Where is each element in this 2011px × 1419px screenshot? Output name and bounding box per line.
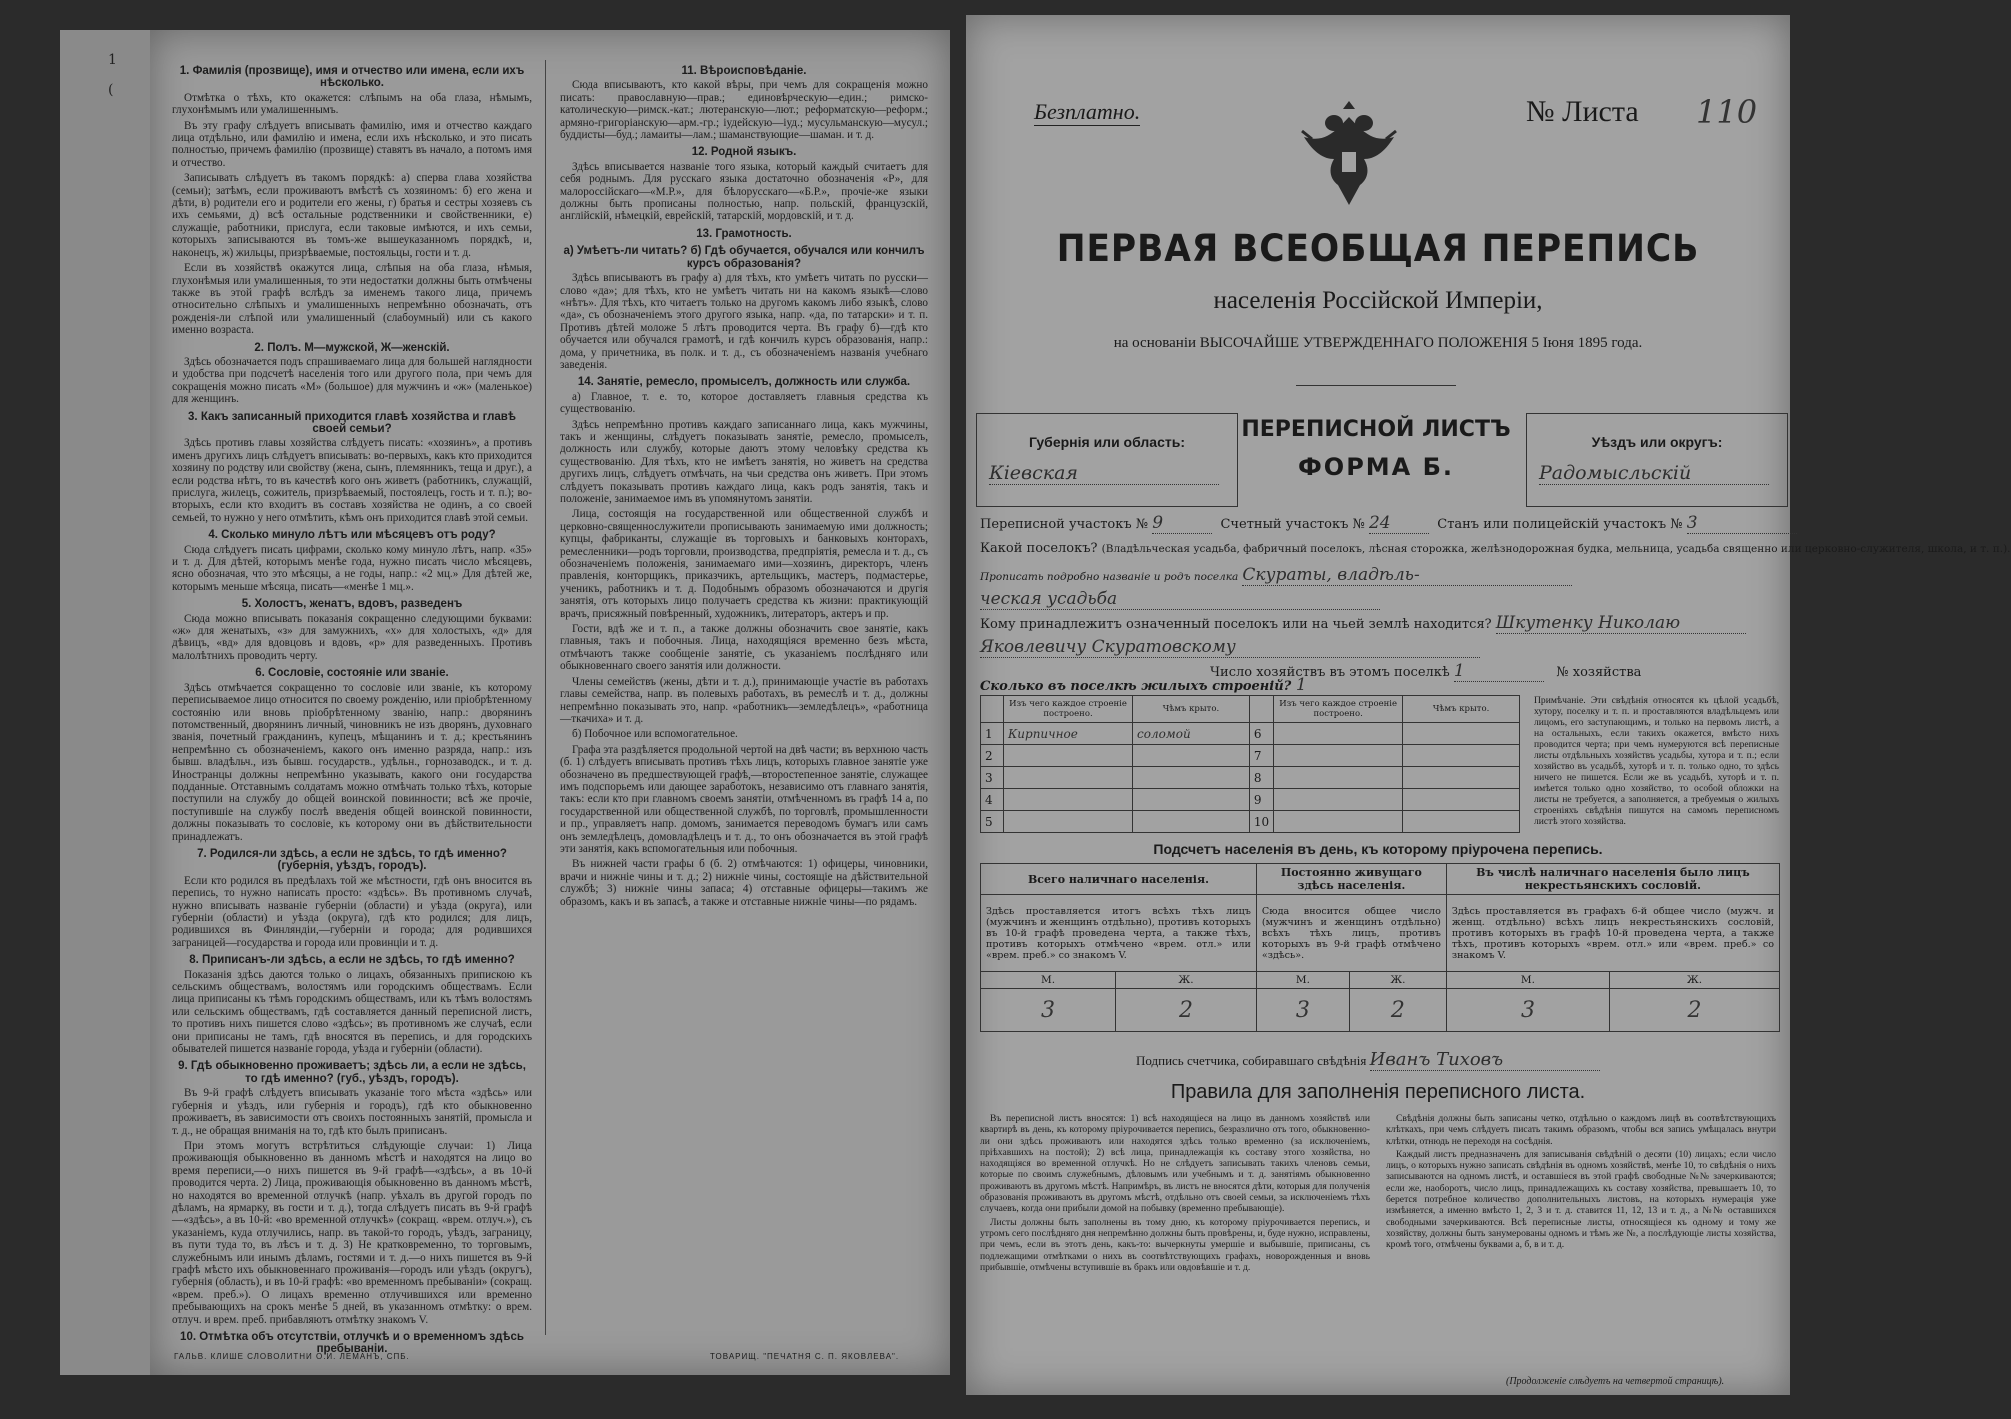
rules-column-1 — [980, 1113, 1370, 1275]
instruction-paragraph: Сюда можно вписывать показанія сокращенно следующими буквами: «ж» для женатыхъ, «з» для замужнихъ, «х» для холостыхъ, «д» для дѣвицъ, «вд» для вдовцовъ и вдовъ, «р» для разведенныхъ. Противъ малолѣтнихъ проводить черту. — [172, 612, 532, 662]
table-header: Всего наличнаго населенія. — [981, 864, 1257, 895]
households-value: 1 — [1454, 661, 1544, 682]
owner-value-2: Яковлевичу Скуратовскому — [980, 637, 1480, 658]
instruction-heading: 13. Грамотность. — [696, 227, 792, 240]
stan-value: 3 — [1687, 513, 1797, 534]
districts-line — [980, 513, 1780, 534]
table-header: Чѣмъ крыто. — [1403, 696, 1520, 723]
instructions-column-1 — [172, 60, 532, 1356]
settlement-hint: (Владѣльческая усадьба, фабричный поселокъ, лѣсная сторожка, желѣзнодорожная будка, мельница, усадьба священно или церковно-служителя, школа, и т. п.). — [1101, 543, 2011, 555]
counting-district-label: Счетный участокъ № — [1220, 517, 1365, 532]
table-row — [981, 989, 1780, 1032]
title-divider — [1296, 385, 1456, 386]
settlement-value-2: ческая усадьба — [980, 589, 1380, 610]
instruction-paragraph: Въ эту графу слѣдуетъ вписывать фамилію, имя и отчество каждаго лица отдѣльно, или фамилію и имена, если ихъ нѣсколько, и это писать полностью, причемъ фамилію (прозвище) ставятъ въ начало, а потомъ имя и отчество. — [172, 119, 532, 169]
edge-mark: ( — [108, 82, 114, 98]
owner-line-2 — [980, 637, 1780, 658]
printer-footer-left: ГАЛЬВ. КЛИШЕ СЛОВОЛИТНИ О.И. ЛЕМАНЪ, СПБ. — [174, 1352, 410, 1361]
female-header: Ж. — [1349, 972, 1446, 989]
instruction-heading: 7. Родился-ли здѣсь, а если не здѣсь, то гдѣ именно? (губернія, уѣздъ, городъ). — [197, 847, 507, 873]
instruction-paragraph: а) Главное, т. е. то, которое доставляетъ главныя средства къ существованію. — [560, 390, 928, 416]
sheet-number-label: № Листа — [1526, 95, 1639, 128]
uezd-value: Радомысльскій — [1539, 462, 1769, 485]
rules-title: Правила для заполненія переписного листа. — [1170, 1081, 1586, 1103]
form-subtitle: населенія Россійской Имперіи, — [1213, 287, 1543, 314]
row-number: 9 — [1249, 789, 1273, 811]
previous-page-edge — [60, 30, 152, 1375]
instruction-heading: 4. Сколько минуло лѣтъ или мѣсяцевъ отъ роду? — [208, 529, 496, 542]
instruction-paragraph: Если кто родился въ предѣлахъ той же мѣстности, гдѣ онъ вносится въ перепись, то нужно написать просто: «здѣсь». Въ противномъ случаѣ, нужно вписывать названіе губерніи (области) и уѣзда (округа), или губерніи (области) и уѣзда (округа), гдѣ кто родился; для лицъ, родившихся въ Финляндіи,—губерніи и города; для родившихся заграницей—государства и города или провинціи и т. д. — [172, 874, 532, 949]
count-value: 2 — [1116, 989, 1257, 1032]
buildings-label: Сколько въ поселкѣ жилыхъ строеній? — [980, 679, 1292, 694]
table-header: Въ числѣ наличнаго населенія было лицъ некрестьянскихъ сословій. — [1446, 864, 1779, 895]
free-of-charge-label: Безплатно. — [1034, 99, 1141, 124]
table-header-row — [981, 696, 1520, 723]
signature-value: Иванъ Тиховъ — [1370, 1049, 1600, 1071]
male-header: М. — [1256, 972, 1349, 989]
owner-value-1: Шкутенку Николаю — [1496, 613, 1746, 634]
instruction-paragraph: Если въ хозяйствѣ окажутся лица, слѣпыя на оба глаза, нѣмыя, глухонѣмыя или умалишенныя, то эти недостатки должны быть отмѣчены также въ этой графѣ вслѣдъ за именемъ такого лица, причемъ относительно слѣпыхъ и умалишенныхъ непремѣнно обозначать, отъ рожденія-ли слѣпой или умалишенный (слабоумный) или съ какого именно возраста. — [172, 262, 532, 337]
form-main-title: ПЕРВАЯ ВСЕОБЩАЯ ПЕРЕПИСЬ — [1056, 227, 1700, 270]
male-header: М. — [1446, 972, 1609, 989]
instruction-paragraph: Здѣсь отмѣчается сокращенно то сословіе или званіе, къ которому переписываемое лицо относится по своему рожденію, или пріобрѣтенному состоянію или вновь пріобрѣтенному званію, напр.: дворянинъ потомственный, дворянинъ личный, чиновникъ не изъ дворянъ, духовнаго званія, почетный гражданинъ, купецъ, мѣщанинъ и т. д.; крестьянинъ непремѣнно съ обозначеніемъ, какого онъ именно разряда, напр.: изъ бывш. владѣльч., изъ бывш. государств., удѣльн., горнозаводск., и т. д. Иностранцы должны непремѣнно указывать, какого они государства подданные. Отставнымъ солдатамъ можно отмѣчать только тѣхъ, которые поступили на службу до общей воинской повинности; всѣ же прочіе, поступившіе на службу послѣ введенія общей воинской повинности, должны показывать то сословіе, къ которому они въ дѣйствительности принадлежатъ. — [172, 681, 532, 843]
households-label: Число хозяйствъ въ этомъ поселкѣ — [1210, 665, 1450, 680]
count-value: 2 — [1349, 989, 1446, 1032]
instruction-heading: а) Умѣетъ-ли читать? б) Гдѣ обучается, обучался или кончилъ курсъ образованія? — [563, 245, 925, 270]
table-row — [981, 895, 1780, 972]
settlement-value-line-2 — [980, 589, 1780, 610]
printer-footer-right: ТОВАРИЩ. "ПЕЧАТНЯ С. П. ЯКОВЛЕВА". — [710, 1352, 900, 1361]
form-type: ФОРМА Б. — [1297, 453, 1454, 481]
rules-paragraph: Въ переписной листъ вносятся: 1) всѣ находящіеся на лицо въ данномъ хозяйствѣ или квартирѣ въ день, къ которому пріурочивается перепись, безразлично отъ того, обыкновенно-ли они здѣсь проживаютъ или находятся здѣсь только временно (за исключеніемъ, пріѣхавшихъ на постой); 2) всѣ лица, принадлежащія къ составу этого хозяйства, но находящіяся во временной отлучкѣ. Но не слѣдуетъ записывать такихъ членовъ семьи, которые по своимъ служебнымъ, дѣловымъ или учебнымъ и т. д. занятіямъ обыкновенно проживаютъ въ другомъ мѣстѣ. Напримѣръ, въ листъ не вносятся дѣти, которыя для полученія образованія проживаютъ въ другомъ мѣстѣ, отдѣльно отъ своей семьи, за исключеніемъ тѣхъ случаевъ, когда они прибыли домой на побывку (временно пребывающіе). — [980, 1113, 1370, 1215]
census-district-value: 9 — [1152, 513, 1212, 534]
rules-column-2 — [1386, 1113, 1776, 1253]
census-form-page — [966, 15, 2011, 1395]
rules-paragraph: Каждый листъ предназначенъ для записыванія свѣдѣній о десяти (10) лицахъ; если число лицъ, о которыхъ нужно записать свѣдѣнія въ одномъ хозяйствѣ, менѣе 10, то свѣдѣнія о нихъ записываются на одномъ листѣ, и оставшіеся въ этой графѣ свободные №№ зачеркиваются; если же, наоборотъ, число лицъ, принадлежащихъ къ составу хозяйства, превышаетъ 10, то берется потребное количество дополнительныхъ листовъ, на которыхъ нумерація уже измѣняется, а именно вмѣсто 1, 2, 3 и т. д. ставится 11, 12, 13 и т. д., а №№ оставшихся свободными зачеркиваются. Всѣ переписные листы, относящіеся къ одному и тому же хозяйству, должны быть занумерованы одномъ и тѣмъ же №, а послѣдующіе листы хозяйства, кромѣ того, отмѣчены буквами а, б, в и т. д. — [1386, 1148, 1776, 1251]
instruction-paragraph: б) Побочное или вспомогательное. — [572, 728, 738, 741]
form-title: ПЕРЕПИСНОЙ ЛИСТЪ — [1241, 417, 1511, 442]
row-number: 3 — [981, 767, 1004, 789]
table-row — [981, 789, 1520, 811]
double-headed-eagle-emblem — [1294, 93, 1404, 213]
counting-district-value: 24 — [1369, 513, 1429, 534]
count-description: Здѣсь проставляется въ графахъ 6-й общее число (мужч. и женщ. отдѣльно) всѣхъ лицъ некрестьянскихъ сословій, противъ которыхъ въ графѣ 10-й проведена черта, а также тѣхъ, противъ которыхъ «врем. отл.» или «врем. преб.» со знакомъ V. — [1446, 895, 1779, 972]
instruction-paragraph: Графа эта раздѣляется продольной чертой на двѣ части; въ верхнюю часть (б. 1) слѣдуетъ вписывать противъ тѣхъ лицъ, которыхъ главное занятіе уже обозначено въ предшествующей графѣ,—второстепенное занятіе, служащее имъ подспорьемъ или дающее заработокъ, независимо отъ главнаго занятія, такъ: если кто при главномъ своемъ занятіи, отмѣченномъ въ графѣ 14 а, по государственной или общественной службѣ, по торговлѣ, промышленности и пр., управляетъ напр. домомъ, занимается переводомъ бумагъ или самъ онъ земледѣлецъ, домовладѣлецъ и т. д., то онъ обозначается въ этой графѣ эти занятія, какъ вспомогательныя или побочныя. — [560, 743, 928, 855]
instruction-heading: 12. Родной языкъ. — [691, 146, 797, 159]
signature-label: Подпись счетчика, собиравшаго свѣдѣнія — [1136, 1053, 1367, 1068]
settlement-value-1: Скураты, владѣль- — [1242, 565, 1572, 586]
owner-label: Кому принадлежитъ означенный поселокъ или на чьей землѣ находится? — [980, 617, 1492, 632]
table-header: Постоянно живущаго здѣсь населенія. — [1256, 864, 1446, 895]
buildings-value: 1 — [1296, 675, 1356, 696]
instruction-heading: 11. Вѣроисповѣданіе. — [681, 65, 807, 77]
instruction-heading: 6. Сословіе, состояніе или званіе. — [255, 667, 449, 680]
table-row — [981, 745, 1520, 767]
gubernia-label: Губернія или область: — [1028, 434, 1186, 450]
column-divider — [545, 60, 546, 1335]
census-district-label: Переписной участокъ № — [980, 517, 1149, 532]
owner-line — [980, 613, 1780, 634]
instruction-heading: 14. Занятіе, ремесло, промыселъ, должность или служба. — [577, 376, 911, 389]
instruction-paragraph: Здѣсь обозначается подъ спрашиваемаго лица для большей наглядности и удобства при подсчетѣ населенія того или другого пола, при чемъ для сокращенія можно писать «М» (большое) для мужчинъ и «ж» (маленькое) для женщинъ. — [172, 355, 532, 406]
instruction-paragraph: Въ 9-й графѣ слѣдуетъ вписывать указаніе того мѣста «здѣсь» или губернія и уѣздъ, или губернія и городъ), гдѣ кто обыкновенно проживаетъ, въ зависимости отъ своихъ постоянныхъ занятій, промысла и т. д., не обращая вниманія на то, гдѣ кто былъ приписанъ. — [172, 1087, 532, 1137]
instruction-heading: 9. Гдѣ обыкновенно проживаетъ; здѣсь ли, а если не здѣсь, то гдѣ именно? (губ., уѣздъ, городъ). — [178, 1060, 526, 1085]
female-header: Ж. — [1116, 972, 1257, 989]
row-number: 8 — [1249, 767, 1273, 789]
count-description: Сюда вносится общее число (мужчинъ и женщинъ отдѣльно) всѣхъ тѣхъ лицъ, противъ которыхъ въ 9-й графѣ отмѣчено «здѣсь». — [1256, 895, 1446, 972]
buildings-table — [980, 695, 1520, 833]
row-number: 6 — [1249, 723, 1273, 745]
sheet-number-value: 110 — [1696, 93, 1758, 131]
household-number-label: № хозяйства — [1556, 665, 1642, 680]
count-description: Здѣсь проставляется итогъ всѣхъ тѣхъ лицъ (мужчинъ и женщинъ отдѣльно), противъ которыхъ въ 10-й графѣ проведена черта, а также тѣхъ, противъ которыхъ отмѣчено «врем. отл.» или «врем. преб.» со знакомъ V. — [981, 895, 1257, 972]
row-number: 2 — [981, 745, 1004, 767]
female-header: Ж. — [1610, 972, 1780, 989]
instruction-paragraph: Здѣсь вписываютъ въ графу а) для тѣхъ, кто умѣетъ читать по русски—слово «да»; для тѣхъ, кто не умѣетъ читать ни на какомъ языкѣ—слово «нѣтъ». Для тѣхъ, кто читаетъ только на другомъ какомъ либо языкѣ, слово «да», съ обозначеніемъ этого другого языка, напр. «да, по татарски» и т. п. Противъ дѣтей моложе 5 лѣтъ проводится черта. Въ графу б)—гдѣ кто обучается или обучался грамотѣ, и гдѣ кончилъ курсъ образованія, напр.: дома, у причетника, въ полк. и т. д., съ обозначеніемъ названія учебнаго заведенія. — [560, 272, 928, 371]
buildings-line — [980, 675, 1780, 696]
row-number: 4 — [981, 789, 1004, 811]
settlement-line — [980, 541, 2011, 556]
gubernia-value: Кіевская — [989, 462, 1219, 485]
gubernia-box — [976, 413, 1238, 507]
rules-paragraph: Листы должны быть заполнены въ тому дню, къ которому пріурочивается перепись, и утромъ сего послѣдняго дня непремѣнно должны быть провѣрены, и, буде нужно, исправлены, при чемъ, если въ этотъ день, какъ-то: вычеркнуты умершіе и выбывшіе, приписаны, съ подлежащими отмѣтками о нихъ въ соотвѣтствующихъ графахъ, новорожденныя и вновь прибывшіе, отмѣчены вступившіе въ бракъ или овдовѣвшіе и т. д. — [980, 1216, 1370, 1273]
instruction-paragraph: При этомъ могутъ встрѣтиться слѣдующіе случаи: 1) Лица проживающія обыкновенно въ данномъ мѣстѣ и находятся на лицо во время переписи,—о нихъ пишется въ 9-й графѣ—«здѣсь», а въ 10-й проводится черта. 2) Лица, проживающія обыкновенно въ данномъ мѣстѣ, но находятся во временной отлучкѣ (напр. уѣхалъ въ другой городъ по дѣламъ, на ярмарку, въ гости и т. д.), тогда слѣдуетъ писать въ 9-й графѣ—«здѣсь», а въ 10-й: «во временной отлучкѣ» (сокращ. «врем. отлуч.»), съ указаніемъ, куда отлучились, напр. въ такой-то городъ, уѣздъ, заграницу, въ пути туда то, въ лѣсъ и т. д. 3) Не кратковременно, то торговымъ, служебнымъ или инымъ дѣламъ, гостями и т. д.—о нихъ пишется въ 9-й графѣ мѣсто ихъ обыкновеннаго проживанія—городъ или уѣздъ (округъ), губернія (область), и въ 10-й графѣ: «во временномъ пребываніи» (сокращ. «врем. преб.»). О лицахъ временно отлучившихся или временно пребывающихъ на срокъ менѣе 5 дней, въ указанномъ отмѣтку: о врем. отлуч. и врем. преб. прибавляютъ отмѣтку знакомъ V. — [172, 1139, 532, 1326]
settlement-label: Какой поселокъ? — [980, 541, 1098, 556]
table-row — [981, 972, 1780, 989]
instruction-paragraph: Отмѣтка о тѣхъ, кто окажется: слѣпымъ на оба глаза, нѣмымъ, глухонѣмымъ или умалишеннымъ. — [172, 91, 532, 117]
instruction-heading: 1. Фамилія (прозвище), имя и отчество или имена, если ихъ нѣсколько. — [179, 65, 525, 90]
table-row — [981, 723, 1520, 745]
legal-basis-line: на основаніи ВЫСОЧАЙШЕ УТВЕРЖДЕННАГО ПОЛОЖЕНІЯ 5 Іюня 1895 года. — [1113, 335, 1643, 351]
roof-cell: соломой — [1133, 723, 1250, 745]
row-number: 7 — [1249, 745, 1273, 767]
population-count-table — [980, 863, 1780, 1032]
instruction-heading: 3. Какъ записанный приходится главѣ хозяйства и главѣ своей семьи? — [188, 410, 516, 435]
instruction-paragraph: Лица, состоящія на государственной или общественной службѣ и церковно-священнослужители прописывають занимаемую ими должность; купцы, фабриканты, служащіе въ торговыхъ и банковыхъ конторахъ, ремесленники—родъ торговли, производства, предпріятія, ремесла и т. д., съ обозначеніемъ положенія, занимаемаго ими—хозяинъ, директоръ, членъ правленія, конторщикъ, приказчикъ, артельщикъ, мастеръ, подмастерье, ученикъ, работникъ и т. д. Подобнымъ образомъ обозначаются и другія занятія, отъ которыхъ лицо получаетъ средства къ жизни: практикующій врачъ, присяжный повѣренный, художникъ, литераторъ, актеръ и пр. — [560, 508, 928, 620]
left-page-instructions — [150, 30, 950, 1375]
table-header: Изъ чего каждое строеніе построено. — [1004, 696, 1133, 723]
enumerator-signature-line — [1136, 1049, 1600, 1071]
table-header: Изъ чего каждое строеніе построено. — [1274, 696, 1403, 723]
instruction-paragraph: Въ нижней части графы б (б. 2) отмѣчаются: 1) офицеры, чиновники, врачи и нижніе чины и т. д.; 2) нижніе чины, состоящіе на дѣйствительной службѣ; 3) нижніе чины запаса; 4) отставные офицеры—такимъ же образомъ, какъ и въ запасѣ, а также и отставные нижніе чины—по рядамъ. — [560, 858, 928, 908]
table-row — [981, 811, 1520, 833]
rules-paragraph: Свѣдѣнія должны быть записаны четко, отдѣльно о каждомъ лицѣ въ соотвѣтствующихъ клѣткахъ, при чемъ слѣдуетъ писать такимъ образомъ, чтобы вся запись умѣщалась внутри клѣтки, отнюдь не переходя на сосѣднія. — [1386, 1113, 1776, 1147]
table-header-row — [981, 864, 1780, 895]
uezd-label: Уѣздъ или округъ: — [1591, 434, 1723, 450]
instructions-column-2 — [560, 60, 928, 1335]
settlement-value-line — [980, 565, 1780, 586]
row-number: 5 — [981, 811, 1004, 833]
instruction-paragraph: Записывать слѣдуетъ въ такомъ порядкѣ: а) сперва глава хозяйства (семьи); затѣмъ, если проживаютъ вмѣстѣ съ хозяиномъ: б) его жена и дѣти, в) родители его и родители его жены, г) братья и сестры хозяевъ съ ихъ семьями, д) всѣ остальные родственники и свойственники, е) служащіе, работники, прислуга, если таковые имѣются, и ихъ семьи, которыхъ записываются въ томъ-же вышеуказанномъ порядкѣ, и, наконецъ, ж) жильцы, призрѣваемые, постояльцы, гости и т. д. — [172, 172, 532, 259]
count-value: 3 — [1256, 989, 1349, 1032]
table-header: Чѣмъ крыто. — [1133, 696, 1250, 723]
buildings-note: Примѣчаніе. Эти свѣдѣнія относятся къ цѣлой усадьбѣ, хутору, поселку и т. п. и проставляются владѣльцемъ или лицомъ, его заступающимъ, и только на первомъ листѣ, а на остальныхъ, если такихъ окажется, вмѣсто нихъ проводится черта; при чемъ нумеруются всѣ переписные листы отдѣльныхъ хозяйствъ усадьбы, хутора и т. п.; если хозяйство въ усадьбѣ, хуторѣ и т. п. только одно, то здѣсь ничего не пишется. Если же въ усадьбѣ, хуторѣ и т. п. имѣется только одно хозяйство, то особой обложки на листы не требуется, а заполняется, а требуемыя о жилыхъ строеніяхъ свѣдѣнія пишутся на самомъ переписномъ листѣ этого хозяйства. — [1534, 695, 1779, 827]
instruction-heading: 2. Полъ. М—мужской, Ж—женскій. — [254, 341, 450, 354]
male-header: М. — [981, 972, 1116, 989]
count-value: 2 — [1610, 989, 1780, 1032]
edge-mark: 1 — [108, 52, 117, 68]
instruction-paragraph: Здѣсь противъ главы хозяйства слѣдуетъ писать: «хозяинъ», а противъ именъ другихъ лицъ слѣдуетъ вписывать: во-первыхъ, какъ кто приходится хозяину по родству или свойству (жена, сынъ, племянникъ, теща и друг.), а если родства нѣтъ, то въ качествѣ кого онъ живетъ (работникъ, служащій, прислуга, жилецъ, сожитель, призрѣваемый, постоялецъ, гость и т. п.); во-вторыхъ, если кто входитъ въ составъ хозяйства не одинъ, а со своей семьей, то нужно у него отмѣтить, кѣмъ онъ приходится главѣ этой семьи. — [172, 437, 532, 524]
row-number: 1 — [981, 723, 1004, 745]
table-row — [981, 767, 1520, 789]
instruction-heading: 10. Отмѣтка объ отсутствіи, отлучкѣ и о временномъ здѣсь пребываніи. — [180, 1331, 524, 1356]
population-count-title: Подсчетъ населенія въ день, къ которому пріурочена перепись. — [1153, 841, 1603, 857]
continued-note: (Продолженіе слѣдуетъ на четвертой страницѣ). — [1506, 1376, 1725, 1387]
row-number: 10 — [1249, 811, 1273, 833]
instruction-heading: 5. Холостъ, женатъ, вдовъ, разведенъ — [241, 598, 463, 611]
instruction-heading: 8. Приписанъ-ли здѣсь, а если не здѣсь, то гдѣ именно? — [189, 954, 515, 967]
uezd-box — [1526, 413, 1788, 507]
instruction-paragraph: Гости, вдѣ же и т. п., а также должны обозначить свое занятіе, какъ главныя, такъ и побочныя. Лица, находящіяся временно безъ мѣста, отмѣчаютъ также сообщеніе занятіе, съ указаніемъ послѣдняго или обыкновеннаго своего занятія или должности. — [560, 623, 928, 673]
instruction-paragraph: Члены семействъ (жены, дѣти и т. д.), принимающіе участіе въ работахъ главы семейства, напр. въ полевыхъ работахъ, въ ремеслѣ и т. д., должны непремѣнно показывать это, напр. «работникъ—земледѣлецъ», «работница—ткачиха» и т. д. — [560, 675, 928, 725]
instruction-paragraph: Здѣсь вписывается названіе того языка, который каждый считаетъ для себя роднымъ. Для русскаго языка достаточно обозначенія «Р», для малороссійскаго—«М.Р.», для бѣлорусскаго—«Б.Р.», прочіе-же языки должны быть прописаны полностью, напр. польскій, французскій, англійскій, нѣмецкій, еврейскій, татарскій, мордовскій, и т. д. — [560, 160, 928, 223]
material-cell: Кирпичное — [1004, 723, 1133, 745]
settlement-hint-2: Прописать подробно названіе и родъ поселка — [980, 571, 1239, 583]
instruction-paragraph: Здѣсь непремѣнно противъ каждаго записаннаго лица, какъ мужчины, такъ и женщины, слѣдуетъ показывать занятіе, ремесло, промыселъ, должность или службу, которые даютъ этому человѣку средства къ существованію. Для тѣхъ, кто не имѣетъ занятія, но живетъ на средства другихъ лицъ, слѣдуетъ отмѣчать, на чьи средства онъ живетъ. При этомъ слѣдуетъ показывать противъ каждаго лица, какъ родъ занятія, такъ и положеніе, занимаемое имъ въ упомянутомъ занятіи. — [560, 418, 928, 505]
count-value: 3 — [1446, 989, 1609, 1032]
instruction-paragraph: Показанія здѣсь даются только о лицахъ, обязанныхъ припискою къ сельскимъ обществамъ, волостямъ или городскимъ обществамъ. Если лица приписаны къ тѣмъ городскимъ обществамъ, или къ тѣмъ волостямъ или сельскимъ обществамъ, гдѣ составляется данный переписной листъ, то противъ нихъ пишется слово «здѣсь»; въ противномъ же случаѣ, если они приписаны не тамъ, гдѣ вносятся въ перепись, и для городскихъ обывателей пишется названіе города, уѣзда и губерніи (области). — [172, 968, 532, 1056]
stan-label: Станъ или полицейскій участокъ № — [1437, 517, 1683, 532]
instruction-paragraph: Сюда вписываютъ, кто какой вѣры, при чемъ для сокращенія можно писать: православную—прав.; единовѣрческую—един.; римско-католическую—римск.-кат.; лютеранскую—лют.; реформатскую—реформ.; армяно-григоріанскую—арм.-гр.; іудейскую—іуд.; мусульманскую—мусул.; буддисты—буд.; ламаиты—лам.; шаманствующие—шаман. и т. д. — [560, 79, 928, 142]
count-value: 3 — [981, 989, 1116, 1032]
instruction-paragraph: Сюда слѣдуетъ писать цифрами, сколько кому минуло лѣтъ, напр. «35» и т. д. Для дѣтей, которымъ менѣе года, нужно писать число мѣсяцевъ, ясно обозначая, что это мѣсяцы, а не годы, напр.: «2 мц.» Для дѣтей же, которымъ меньше мѣсяца, писать—«менѣе 1 мц.». — [172, 543, 532, 593]
